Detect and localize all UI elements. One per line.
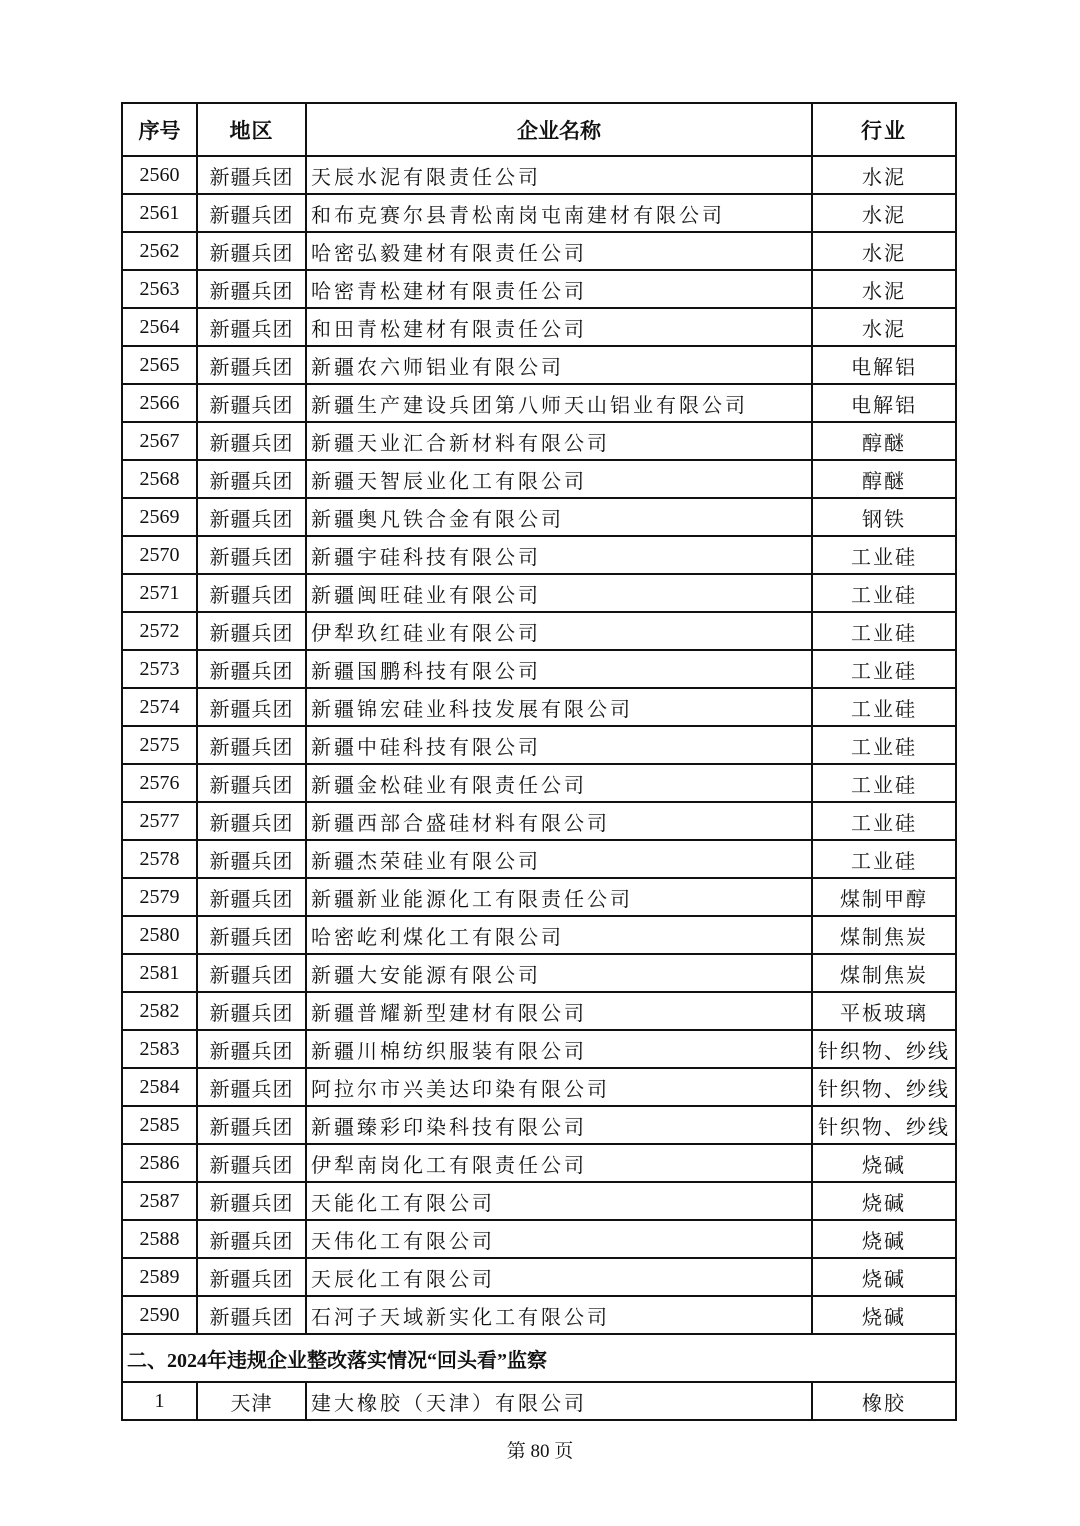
cell-industry: 平板玻璃: [812, 992, 956, 1030]
cell-no: 1: [122, 1382, 197, 1420]
header-no: 序号: [122, 103, 197, 156]
cell-company-name: 新疆锦宏硅业科技发展有限公司: [306, 688, 812, 726]
cell-no: 2573: [122, 650, 197, 688]
cell-company-name: 建大橡胶（天津）有限公司: [306, 1382, 812, 1420]
cell-company-name: 天伟化工有限公司: [306, 1220, 812, 1258]
cell-no: 2571: [122, 574, 197, 612]
cell-industry: 醇醚: [812, 460, 956, 498]
cell-company-name: 新疆西部合盛硅材料有限公司: [306, 802, 812, 840]
cell-company-name: 新疆国鹏科技有限公司: [306, 650, 812, 688]
table-row: [122, 802, 956, 840]
table-row: [122, 1382, 956, 1420]
cell-company-name: 新疆天业汇合新材料有限公司: [306, 422, 812, 460]
cell-no: 2586: [122, 1144, 197, 1182]
section-heading-row: [122, 1334, 956, 1382]
cell-industry: 针织物、纱线: [812, 1030, 956, 1068]
cell-industry: 水泥: [812, 270, 956, 308]
cell-company-name: 哈密青松建材有限责任公司: [306, 270, 812, 308]
cell-no: 2574: [122, 688, 197, 726]
cell-industry: 电解铝: [812, 384, 956, 422]
table-row: [122, 1220, 956, 1258]
table-row: [122, 916, 956, 954]
table-row: [122, 270, 956, 308]
cell-region: 新疆兵团: [197, 1068, 306, 1106]
cell-industry: 水泥: [812, 194, 956, 232]
cell-company-name: 天辰化工有限公司: [306, 1258, 812, 1296]
page-number: 第 80 页: [506, 1441, 574, 1462]
cell-no: 2565: [122, 346, 197, 384]
cell-no: 2589: [122, 1258, 197, 1296]
cell-region: 新疆兵团: [197, 688, 306, 726]
table-row: [122, 1106, 956, 1144]
cell-industry: 水泥: [812, 308, 956, 346]
cell-company-name: 新疆宇硅科技有限公司: [306, 536, 812, 574]
table-row: [122, 1258, 956, 1296]
cell-company-name: 新疆新业能源化工有限责任公司: [306, 878, 812, 916]
cell-industry: 醇醚: [812, 422, 956, 460]
cell-region: 新疆兵团: [197, 1106, 306, 1144]
cell-company-name: 新疆奥凡铁合金有限公司: [306, 498, 812, 536]
cell-region: 新疆兵团: [197, 156, 306, 194]
cell-region: 新疆兵团: [197, 1220, 306, 1258]
cell-company-name: 石河子天域新实化工有限公司: [306, 1296, 812, 1334]
cell-no: 2590: [122, 1296, 197, 1334]
cell-no: 2570: [122, 536, 197, 574]
cell-no: 2588: [122, 1220, 197, 1258]
cell-region: 新疆兵团: [197, 916, 306, 954]
table-row: [122, 1068, 956, 1106]
cell-company-name: 新疆闽旺硅业有限公司: [306, 574, 812, 612]
cell-region: 新疆兵团: [197, 232, 306, 270]
cell-region: 新疆兵团: [197, 1182, 306, 1220]
cell-no: 2572: [122, 612, 197, 650]
cell-region: 新疆兵团: [197, 308, 306, 346]
cell-region: 天津: [197, 1382, 306, 1420]
table-row: [122, 574, 956, 612]
cell-company-name: 天能化工有限公司: [306, 1182, 812, 1220]
table-row: [122, 422, 956, 460]
cell-region: 新疆兵团: [197, 612, 306, 650]
cell-no: 2587: [122, 1182, 197, 1220]
cell-company-name: 伊犁南岗化工有限责任公司: [306, 1144, 812, 1182]
cell-no: 2583: [122, 1030, 197, 1068]
cell-no: 2582: [122, 992, 197, 1030]
table-row: [122, 1144, 956, 1182]
header-name: 企业名称: [306, 103, 812, 156]
cell-company-name: 新疆农六师铝业有限公司: [306, 346, 812, 384]
cell-no: 2568: [122, 460, 197, 498]
cell-region: 新疆兵团: [197, 194, 306, 232]
cell-no: 2584: [122, 1068, 197, 1106]
cell-region: 新疆兵团: [197, 422, 306, 460]
cell-company-name: 哈密弘毅建材有限责任公司: [306, 232, 812, 270]
cell-company-name: 新疆天智辰业化工有限公司: [306, 460, 812, 498]
cell-no: 2579: [122, 878, 197, 916]
cell-company-name: 新疆生产建设兵团第八师天山铝业有限公司: [306, 384, 812, 422]
cell-company-name: 和布克赛尔县青松南岗屯南建材有限公司: [306, 194, 812, 232]
cell-company-name: 新疆杰荣硅业有限公司: [306, 840, 812, 878]
cell-company-name: 新疆中硅科技有限公司: [306, 726, 812, 764]
cell-no: 2563: [122, 270, 197, 308]
cell-region: 新疆兵团: [197, 498, 306, 536]
cell-industry: 烧碱: [812, 1296, 956, 1334]
table-row: [122, 954, 956, 992]
cell-no: 2585: [122, 1106, 197, 1144]
cell-region: 新疆兵团: [197, 764, 306, 802]
cell-region: 新疆兵团: [197, 346, 306, 384]
cell-industry: 烧碱: [812, 1144, 956, 1182]
cell-no: 2577: [122, 802, 197, 840]
table-row: [122, 612, 956, 650]
cell-no: 2575: [122, 726, 197, 764]
table-row: [122, 536, 956, 574]
cell-industry: 水泥: [812, 156, 956, 194]
cell-industry: 工业硅: [812, 612, 956, 650]
table-row: [122, 1296, 956, 1334]
cell-industry: 烧碱: [812, 1258, 956, 1296]
cell-company-name: 天辰水泥有限责任公司: [306, 156, 812, 194]
table-row: [122, 232, 956, 270]
cell-industry: 工业硅: [812, 764, 956, 802]
cell-industry: 钢铁: [812, 498, 956, 536]
cell-region: 新疆兵团: [197, 992, 306, 1030]
cell-company-name: 新疆臻彩印染科技有限公司: [306, 1106, 812, 1144]
cell-industry: 烧碱: [812, 1182, 956, 1220]
cell-no: 2567: [122, 422, 197, 460]
cell-no: 2562: [122, 232, 197, 270]
header-region: 地区: [197, 103, 306, 156]
table-row: [122, 726, 956, 764]
cell-region: 新疆兵团: [197, 1296, 306, 1334]
cell-no: 2580: [122, 916, 197, 954]
cell-industry: 煤制焦炭: [812, 916, 956, 954]
cell-industry: 工业硅: [812, 574, 956, 612]
cell-region: 新疆兵团: [197, 270, 306, 308]
table-row: [122, 1030, 956, 1068]
cell-region: 新疆兵团: [197, 1144, 306, 1182]
cell-company-name: 新疆川棉纺织服装有限公司: [306, 1030, 812, 1068]
cell-industry: 烧碱: [812, 1220, 956, 1258]
cell-company-name: 阿拉尔市兴美达印染有限公司: [306, 1068, 812, 1106]
cell-region: 新疆兵团: [197, 1030, 306, 1068]
cell-industry: 工业硅: [812, 726, 956, 764]
cell-company-name: 和田青松建材有限责任公司: [306, 308, 812, 346]
table-row: [122, 992, 956, 1030]
cell-region: 新疆兵团: [197, 650, 306, 688]
cell-no: 2566: [122, 384, 197, 422]
cell-region: 新疆兵团: [197, 536, 306, 574]
cell-region: 新疆兵团: [197, 954, 306, 992]
cell-region: 新疆兵团: [197, 384, 306, 422]
cell-region: 新疆兵团: [197, 1258, 306, 1296]
cell-industry: 工业硅: [812, 688, 956, 726]
cell-industry: 水泥: [812, 232, 956, 270]
cell-company-name: 伊犁玖红硅业有限公司: [306, 612, 812, 650]
table-row: [122, 1182, 956, 1220]
cell-no: 2569: [122, 498, 197, 536]
cell-company-name: 新疆金松硅业有限责任公司: [306, 764, 812, 802]
table-header-row: [122, 103, 956, 156]
table-row: [122, 156, 956, 194]
cell-no: 2560: [122, 156, 197, 194]
header-industry: 行业: [812, 103, 956, 156]
table-row: [122, 194, 956, 232]
cell-no: 2581: [122, 954, 197, 992]
cell-industry: 工业硅: [812, 650, 956, 688]
table-row: [122, 840, 956, 878]
cell-industry: 针织物、纱线: [812, 1106, 956, 1144]
table-row: [122, 764, 956, 802]
table-row: [122, 460, 956, 498]
enterprise-table: [121, 102, 957, 1421]
cell-industry: 针织物、纱线: [812, 1068, 956, 1106]
table-row: [122, 346, 956, 384]
table-row: [122, 498, 956, 536]
cell-industry: 煤制焦炭: [812, 954, 956, 992]
cell-industry: 电解铝: [812, 346, 956, 384]
cell-no: 2578: [122, 840, 197, 878]
cell-region: 新疆兵团: [197, 840, 306, 878]
cell-region: 新疆兵团: [197, 878, 306, 916]
table-row: [122, 384, 956, 422]
cell-region: 新疆兵团: [197, 802, 306, 840]
cell-region: 新疆兵团: [197, 726, 306, 764]
cell-industry: 煤制甲醇: [812, 878, 956, 916]
cell-industry: 工业硅: [812, 536, 956, 574]
cell-no: 2576: [122, 764, 197, 802]
cell-industry: 工业硅: [812, 802, 956, 840]
table-row: [122, 688, 956, 726]
cell-company-name: 哈密屹利煤化工有限公司: [306, 916, 812, 954]
cell-company-name: 新疆普耀新型建材有限公司: [306, 992, 812, 1030]
cell-region: 新疆兵团: [197, 460, 306, 498]
table-row: [122, 878, 956, 916]
table-row: [122, 308, 956, 346]
cell-company-name: 新疆大安能源有限公司: [306, 954, 812, 992]
cell-no: 2561: [122, 194, 197, 232]
cell-industry: 工业硅: [812, 840, 956, 878]
section-title: 二、2024年违规企业整改落实情况“回头看”监察: [122, 1334, 956, 1382]
cell-region: 新疆兵团: [197, 574, 306, 612]
table-row: [122, 650, 956, 688]
cell-industry: 橡胶: [812, 1382, 956, 1420]
cell-no: 2564: [122, 308, 197, 346]
